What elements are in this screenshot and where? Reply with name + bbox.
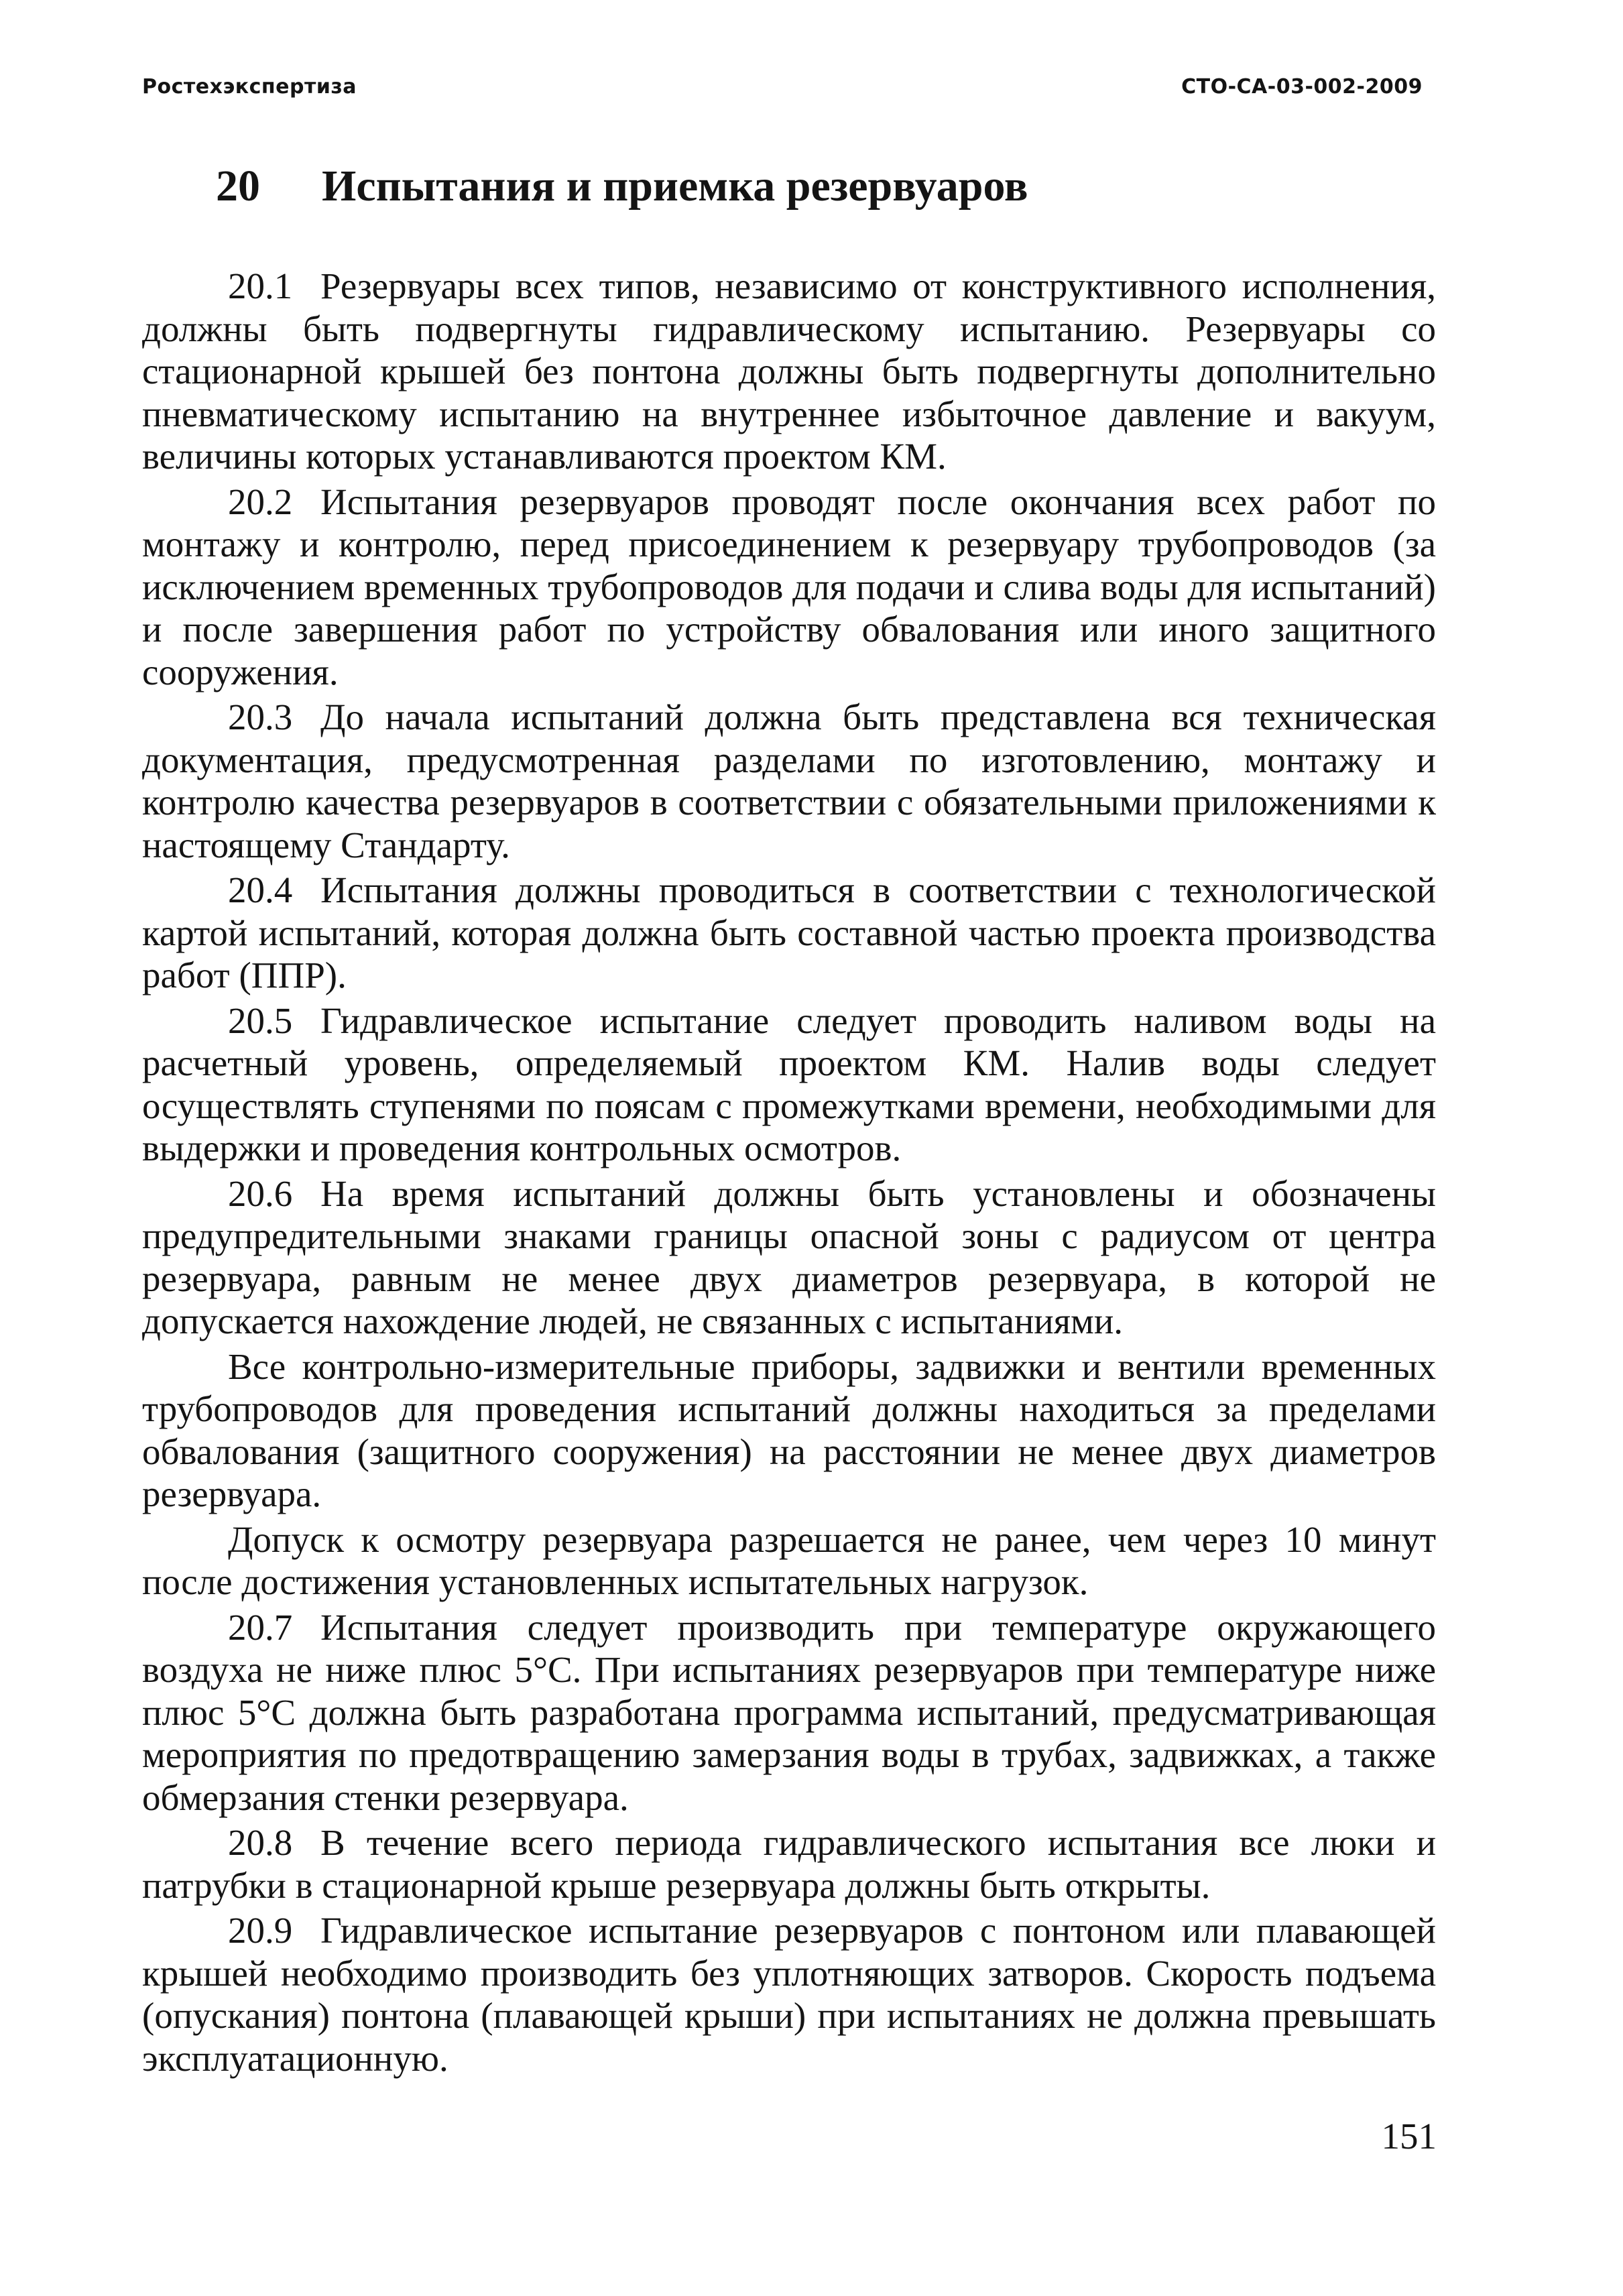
paragraph-number: 20.8 [228,1822,293,1863]
paragraph-text: Гидравлическое испытание резервуаров с понтоном или плавающей крышей необходимо производить без уплотняющих затворов. Скорость подъема (опускания) понтона (плавающей крыши) при испытаниях не должна превышать эксплуатационную. [142,1910,1436,2079]
paragraph-20-8 [142,1821,1436,1909]
paragraph-text: Все контрольно-измерительные приборы, задвижки и вентили временных трубопроводов для проведения испытаний должны находиться за пределами обвалования (защитного сооружения) на расстоянии не менее двух диаметров резервуара. [142,1345,1436,1514]
section-title: Испытания и приемка резервуаров [322,162,1028,210]
paragraph-inspection-access [142,1518,1436,1606]
section-heading [216,161,1028,212]
paragraph-text: До начала испытаний должна быть представлена вся техническая документация, предусмотренная разделами по изготовлению, монтажу и контролю качества резервуаров в соответствии с обязательными приложениями к настоящему Стандарту. [142,697,1436,865]
paragraph-20-9 [142,1909,1436,2082]
paragraph-text: На время испытаний должны быть установлены и обозначены предупредительными знаками границы опасной зоны с радиусом от центра резервуара, равным не менее двух диаметров резервуара, в которой не допускается нахождение людей, не связанных с испытаниями. [142,1172,1436,1341]
paragraph-number: 20.1 [228,265,293,306]
paragraph-number: 20.7 [228,1606,293,1648]
body-text [142,265,1436,2082]
section-number: 20 [216,162,260,210]
paragraph-text: Испытания резервуаров проводят после окончания всех работ по монтажу и контролю, перед присоединением к резервуару трубопроводов (за исключением временных трубопроводов для подачи и слива воды для испытаний) и после завершения работ по устройству обвалования или иного защитного сооружения. [142,481,1436,692]
paragraph-number: 20.6 [228,1172,293,1214]
paragraph-20-6 [142,1172,1436,1345]
paragraph-number: 20.4 [228,869,293,910]
paragraph-number: 20.2 [228,481,293,522]
paragraph-20-3 [142,696,1436,869]
paragraph-20-7 [142,1606,1436,1822]
paragraph-20-5 [142,1000,1436,1172]
paragraph-instruments [142,1345,1436,1518]
header-standard-code: СТО-СА-03-002-2009 [1181,75,1423,99]
paragraph-text: Гидравлическое испытание следует проводить наливом воды на расчетный уровень, определяемый проектом КМ. Налив воды следует осуществлять ступенями по поясам с промежутками времени, необходимыми для выдержки и проведения контрольных осмотров. [142,1000,1436,1168]
paragraph-text: Допуск к осмотру резервуара разрешается не ранее, чем через 10 минут после достижения установленных испытательных нагрузок. [142,1518,1436,1602]
paragraph-text: В течение всего периода гидравлического испытания все люки и патрубки в стационарной крыше резервуара должны быть открыты. [142,1822,1436,1906]
header-organization: Ростехэкспертиза [142,75,357,99]
paragraph-20-1 [142,265,1436,481]
paragraph-text: Испытания должны проводиться в соответствии с технологической картой испытаний, которая должна быть составной частью проекта производства работ (ППР). [142,869,1436,995]
paragraph-number: 20.5 [228,1000,293,1041]
paragraph-20-4 [142,869,1436,1000]
paragraph-20-2 [142,481,1436,697]
paragraph-number: 20.9 [228,1910,293,1951]
running-header [142,75,1423,109]
page-number: 151 [1381,2116,1437,2157]
paragraph-text: Резервуары всех типов, независимо от конструктивного исполнения, должны быть подвергнуты гидравлическому испытанию. Резервуары со стационарной крышей без понтона должны быть подвергнуты дополнительно пневматическому испытанию на внутреннее избыточное давление и вакуум, величины которых устанавливаются проектом КМ. [142,265,1436,477]
paragraph-number: 20.3 [228,697,293,737]
paragraph-text: Испытания следует производить при температуре окружающего воздуха не ниже плюс 5°С. При испытаниях резервуаров при температуре ниже плюс 5°С должна быть разработана программа испытаний, предусматривающая мероприятия по предотвращению замерзания воды в трубах, задвижках, а также обмерзания стенки резервуара. [142,1606,1436,1818]
